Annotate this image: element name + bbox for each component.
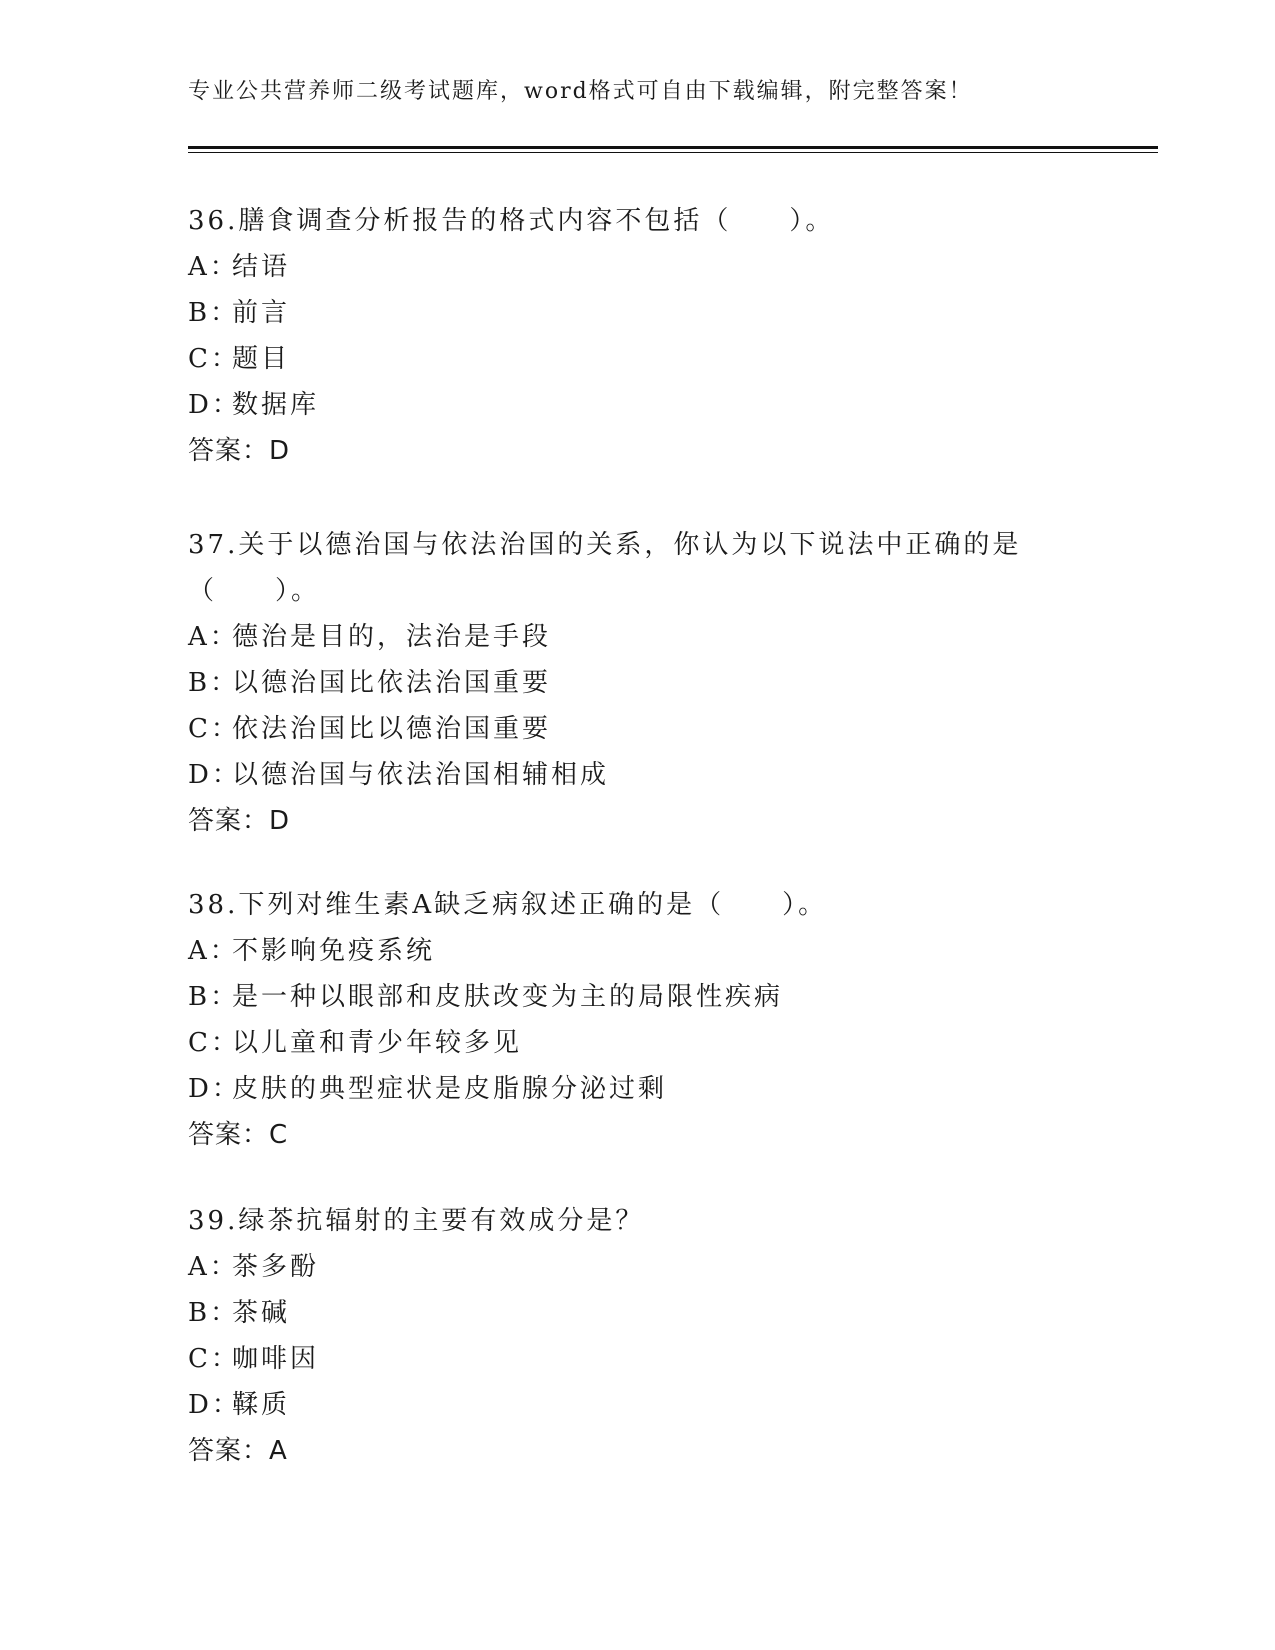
option-key: C： [188,344,240,374]
option-text: 以德治国比依法治国重要 [232,668,552,698]
question-stem: 38.下列对维生素A缺乏病叙述正确的是（ ）。 [188,890,828,920]
option-key: B： [188,982,240,1012]
option-text: 结语 [232,252,291,282]
option-d [188,1066,1088,1112]
option-d [188,1382,1088,1428]
option-c [188,1020,1088,1066]
option-b [188,290,1088,336]
option-text: 不影响免疫系统 [232,936,436,966]
option-key: B： [188,1298,240,1328]
question-39 [188,1198,1088,1474]
option-a [188,928,1088,974]
option-key: A： [188,252,239,282]
option-text: 鞣质 [232,1390,291,1420]
answer-label: 答案：D [188,806,291,836]
option-key: A： [188,936,239,966]
option-c [188,706,1048,752]
question-stem: 39.绿茶抗辐射的主要有效成分是？ [188,1206,645,1236]
question-38 [188,882,1088,1158]
option-key: D： [188,390,241,420]
page-header: 专业公共营养师二级考试题库，word格式可自由下载编辑，附完整答案！ [188,79,973,104]
option-text: 是一种以眼部和皮肤改变为主的局限性疾病 [232,982,784,1012]
option-a [188,614,1048,660]
option-text: 皮肤的典型症状是皮脂腺分泌过剩 [232,1074,668,1104]
option-text: 题目 [232,344,291,374]
option-text: 前言 [232,298,291,328]
option-key: C： [188,1344,240,1374]
option-text: 茶碱 [232,1298,291,1328]
option-d [188,382,1088,428]
option-key: D： [188,1074,241,1104]
option-d [188,752,1048,798]
option-c [188,1336,1088,1382]
option-b [188,974,1088,1020]
option-text: 数据库 [232,390,320,420]
option-key: B： [188,298,240,328]
option-key: A： [188,622,239,652]
option-b [188,1290,1088,1336]
option-text: 以德治国与依法治国相辅相成 [232,760,610,790]
option-key: B： [188,668,240,698]
question-stem: 37.关于以德治国与依法治国的关系，你认为以下说法中正确的是（ ）。 [188,530,1022,606]
option-key: D： [188,1390,241,1420]
option-a [188,244,1088,290]
option-b [188,660,1048,706]
header-divider-thick [188,146,1158,149]
option-key: A： [188,1252,239,1282]
option-text: 德治是目的，法治是手段 [232,622,552,652]
option-c [188,336,1088,382]
answer-label: 答案：A [188,1436,288,1466]
question-37 [188,522,1048,844]
answer-label: 答案：C [188,1120,289,1150]
header-divider-thin [188,152,1158,153]
option-a [188,1244,1088,1290]
answer-label: 答案：D [188,436,291,466]
question-stem: 36.膳食调查分析报告的格式内容不包括（ ）。 [188,206,835,236]
option-key: C： [188,714,240,744]
option-text: 茶多酚 [232,1252,320,1282]
option-text: 以儿童和青少年较多见 [232,1028,523,1058]
option-key: C： [188,1028,240,1058]
question-36 [188,198,1088,474]
option-key: D： [188,760,241,790]
option-text: 依法治国比以德治国重要 [232,714,552,744]
option-text: 咖啡因 [232,1344,320,1374]
